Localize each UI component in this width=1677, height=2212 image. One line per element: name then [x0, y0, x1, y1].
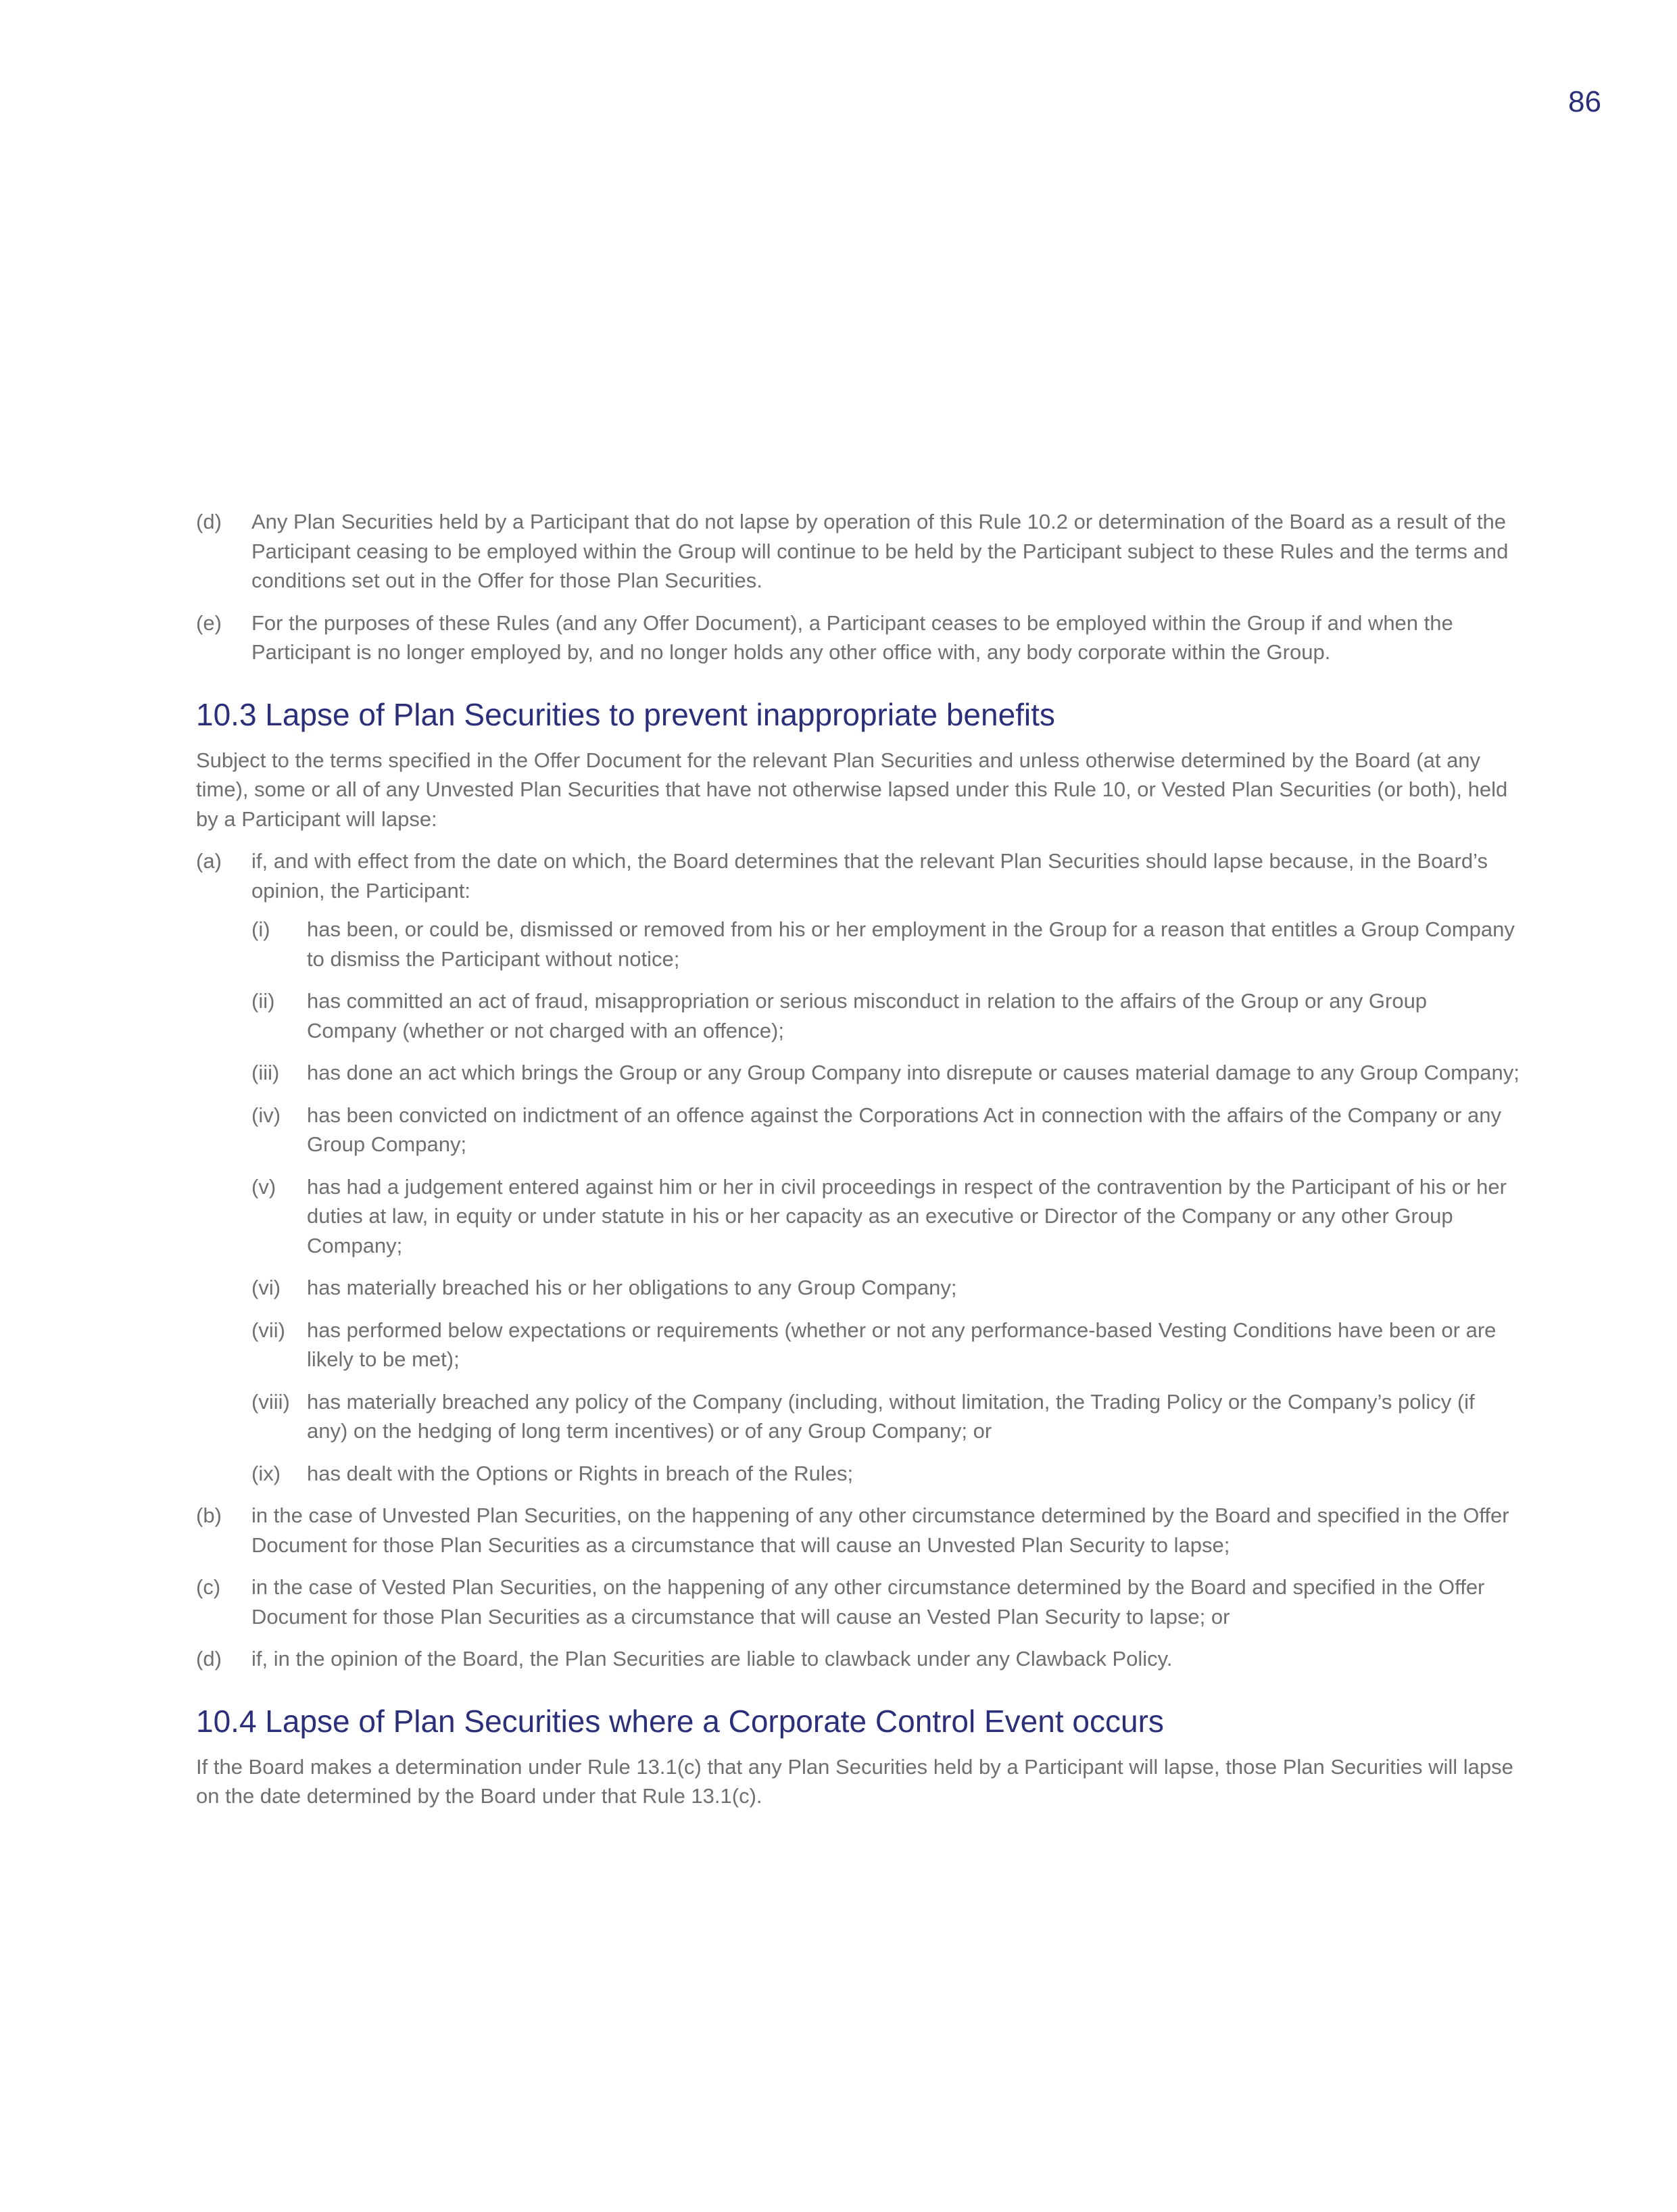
sub-item-text: has dealt with the Options or Rights in breach of the Rules;	[307, 1461, 854, 1485]
sub-item-label: (iv)	[251, 1103, 281, 1127]
sub-item-text: has done an act which brings the Group or any Group Company into disrepute or causes material damage to any Group Company;	[307, 1061, 1520, 1084]
sub-item-label: (vi)	[251, 1276, 281, 1299]
sub-item-text: has materially breached his or her obligations to any Group Company;	[307, 1276, 957, 1299]
sub-item-label: (vii)	[251, 1318, 285, 1342]
sub-item-text: has been convicted on indictment of an offence against the Corporations Act in connection with the affairs of the Company or any Group Company;	[307, 1103, 1501, 1156]
item-label: (a)	[196, 849, 222, 873]
sub-list-item	[251, 1101, 1521, 1159]
item-label: (b)	[196, 1504, 222, 1527]
sub-list-item	[251, 915, 1521, 973]
sub-item-label: (v)	[251, 1174, 276, 1199]
sub-item-text: has been, or could be, dismissed or removed from his or her employment in the Group for a reason that entitles a Group Company to dismiss the Participant without notice;	[307, 917, 1515, 971]
list-item	[196, 507, 1521, 596]
item-label: (d)	[196, 510, 222, 533]
section-text: If the Board makes a determination under Rule 13.1(c) that any Plan Securities held by a Participant will lapse, those Plan Securities will lapse on the date determined by the Board under that Rule 13.1(c).	[196, 1754, 1513, 1808]
item-text: in the case of Vested Plan Securities, on the happening of any other circumstance determined by the Board and specified in the Offer Document for those Plan Securities as a circumstance that will cause an Vested Plan Security to lapse; or	[251, 1575, 1485, 1629]
sub-list-item	[251, 1058, 1521, 1088]
list-item	[196, 1644, 1521, 1674]
list-item	[196, 846, 1521, 905]
sub-list	[251, 915, 1521, 1488]
item-text: in the case of Unvested Plan Securities, on the happening of any other circumstance determined by the Board and specified in the Offer Document for those Plan Securities as a circumstance that will cause an Unvested Plan Security to lapse;	[251, 1504, 1509, 1557]
section-intro: Subject to the terms specified in the Offer Document for the relevant Plan Securities and unless otherwise determined by the Board (at any time), some or all of any Unvested Plan Securities that have not otherwise lapsed under this Rule 10, or Vested Plan Securities (or both), held by a Participant will lapse:	[196, 748, 1508, 831]
item-text: Any Plan Securities held by a Participant that do not lapse by operation of this Rule 10.2 or determination of the Board as a result of the Participant ceasing to be employed within the Group will continue to be held by the Participant subject to these Rules and the terms and conditions set out in the Offer for those Plan Securities.	[251, 510, 1509, 592]
document-body	[196, 507, 1521, 1824]
sub-item-text: has materially breached any policy of the Company (including, without limitation, the Trading Policy or the Company’s policy (if any) on the hedging of long term incentives) or of any Group Company; or	[307, 1389, 1475, 1443]
page-number: 86	[1568, 85, 1601, 118]
sub-list-item	[251, 1316, 1521, 1374]
list-item	[196, 608, 1521, 667]
item-label: (e)	[196, 610, 222, 635]
sub-item-text: has committed an act of fraud, misappropriation or serious misconduct in relation to the affairs of the Group or any Group Company (whether or not charged with an offence);	[307, 989, 1428, 1042]
sub-item-text: has had a judgement entered against him or her in civil proceedings in respect of the contravention by the Participant of his or her duties at law, in equity or under statute in his or her capacity as an executive or Director of the Company or any other Group Company;	[307, 1174, 1507, 1257]
sub-item-label: (i)	[251, 917, 270, 941]
item-text: if, in the opinion of the Board, the Plan Securities are liable to clawback under any Clawback Policy.	[251, 1647, 1173, 1670]
sub-list-item	[251, 1387, 1521, 1446]
item-label: (c)	[196, 1575, 221, 1599]
sub-item-label: (iii)	[251, 1061, 280, 1084]
sub-item-label: (viii)	[251, 1389, 290, 1414]
section-heading-10-4: 10.4 Lapse of Plan Securities where a Corporate Control Event occurs	[196, 1703, 1164, 1739]
item-text: For the purposes of these Rules (and any Offer Document), a Participant ceases to be employed within the Group if and when the Participant is no longer employed by, and no longer holds any other office with, any body corporate within the Group.	[251, 610, 1453, 664]
sub-list-item	[251, 1459, 1521, 1489]
item-label: (d)	[196, 1647, 222, 1670]
list-item	[196, 1501, 1521, 1560]
sub-item-text: has performed below expectations or requirements (whether or not any performance-based Vesting Conditions have been or are likely to be met);	[307, 1318, 1497, 1371]
sub-list-item	[251, 986, 1521, 1045]
sub-list-item	[251, 1273, 1521, 1303]
section-heading-10-3: 10.3 Lapse of Plan Securities to prevent inappropriate benefits	[196, 696, 1055, 732]
item-text: if, and with effect from the date on which, the Board determines that the relevant Plan Securities should lapse because, in the Board’s opinion, the Participant:	[251, 849, 1488, 903]
sub-item-label: (ii)	[251, 989, 275, 1013]
list-item	[196, 1572, 1521, 1631]
sub-list-item	[251, 1172, 1521, 1261]
sub-item-label: (ix)	[251, 1461, 281, 1485]
